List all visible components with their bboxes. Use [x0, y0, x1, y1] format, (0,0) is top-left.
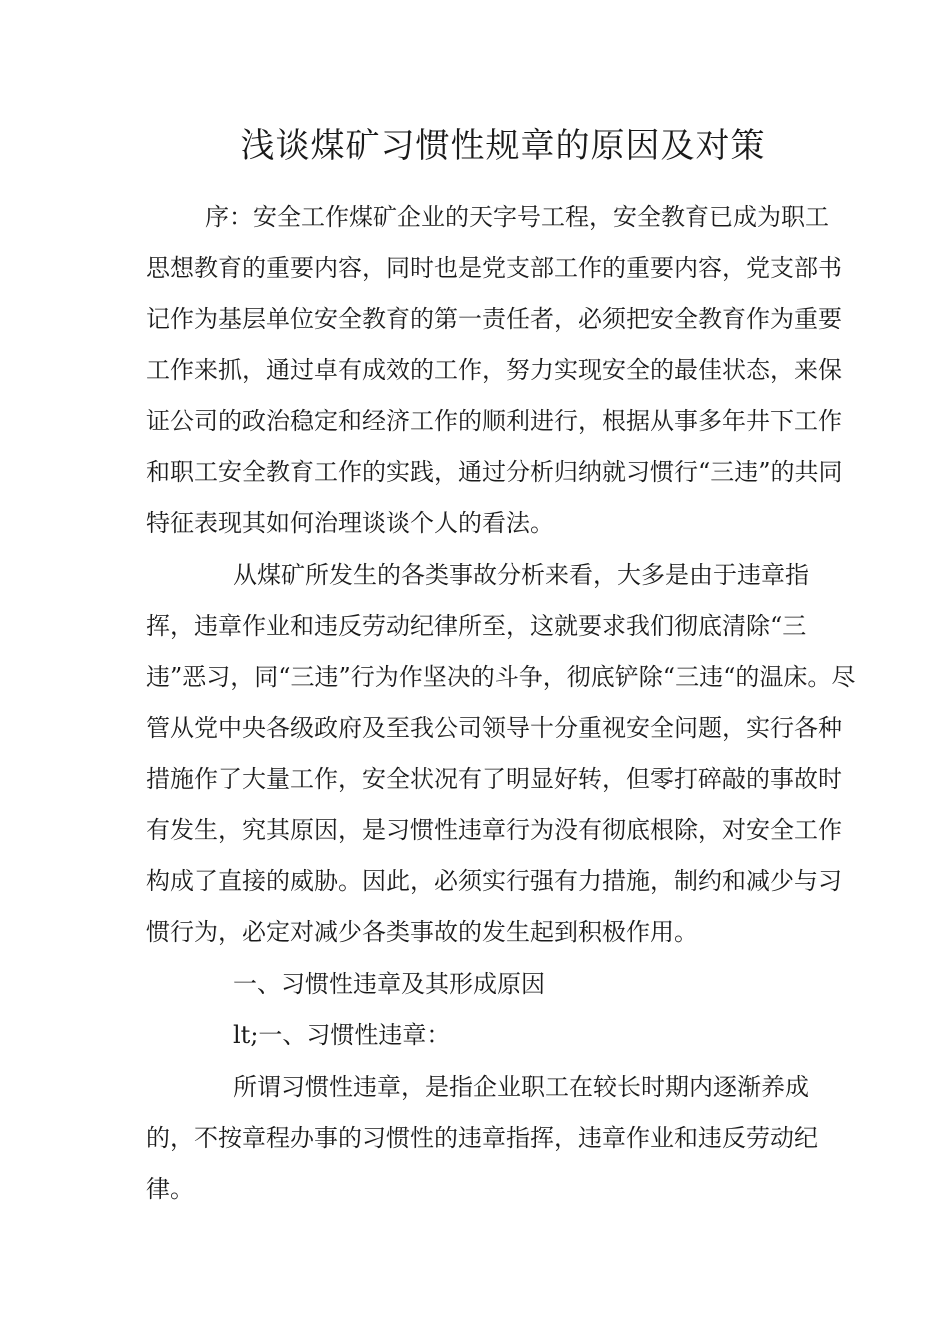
paragraph-line: 构成了直接的威胁。因此，必须实行强有力措施，制约和减少与习: [146, 867, 842, 895]
paragraph-line: 惯行为，必定对减少各类事故的发生起到积极作用。: [146, 918, 698, 946]
paragraph-line: 所谓习惯性违章，是指企业职工在较长时期内逐渐养成: [233, 1073, 809, 1101]
paragraph-line: 律。: [146, 1175, 194, 1203]
section-heading: 一、习惯性违章及其形成原因: [233, 970, 545, 998]
paragraph-line: 违”恶习，同“三违”行为作坚决的斗争，彻底铲除“三违“的温床。尽: [146, 663, 856, 691]
paragraph-line: 有发生，究其原因，是习惯性违章行为没有彻底根除，对安全工作: [146, 816, 842, 844]
paragraph-line: 和职工安全教育工作的实践，通过分析归纳就习惯行“三违”的共同: [146, 458, 843, 486]
paragraph-line: 记作为基层单位安全教育的第一责任者，必须把安全教育作为重要: [146, 305, 842, 333]
paragraph-line: 特征表现其如何治理谈谈个人的看法。: [146, 509, 554, 537]
paragraph-line: 管从党中央各级政府及至我公司领导十分重视安全问题，实行各种: [146, 714, 842, 742]
paragraph-line: 思想教育的重要内容，同时也是党支部工作的重要内容，党支部书: [146, 254, 842, 282]
paragraph-line: 证公司的政治稳定和经济工作的顺利进行，根据从事多年井下工作: [146, 407, 842, 435]
paragraph-line: 措施作了大量工作，安全状况有了明显好转，但零打碎敲的事故时: [146, 765, 842, 793]
subsection-heading: lt;一、习惯性违章：: [233, 1021, 451, 1049]
paragraph-line: 工作来抓，通过卓有成效的工作，努力实现安全的最佳状态，来保: [146, 356, 842, 384]
paragraph-line: 序：安全工作煤矿企业的天字号工程，安全教育已成为职工: [205, 203, 829, 231]
paragraph-line: 的，不按章程办事的习惯性的违章指挥，违章作业和违反劳动纪: [146, 1124, 818, 1152]
document-title: 浅谈煤矿习惯性规章的原因及对策: [240, 126, 766, 166]
paragraph-line: 挥，违章作业和违反劳动纪律所至，这就要求我们彻底清除“三: [146, 612, 807, 640]
paragraph-line: 从煤矿所发生的各类事故分析来看，大多是由于违章指: [233, 561, 809, 589]
